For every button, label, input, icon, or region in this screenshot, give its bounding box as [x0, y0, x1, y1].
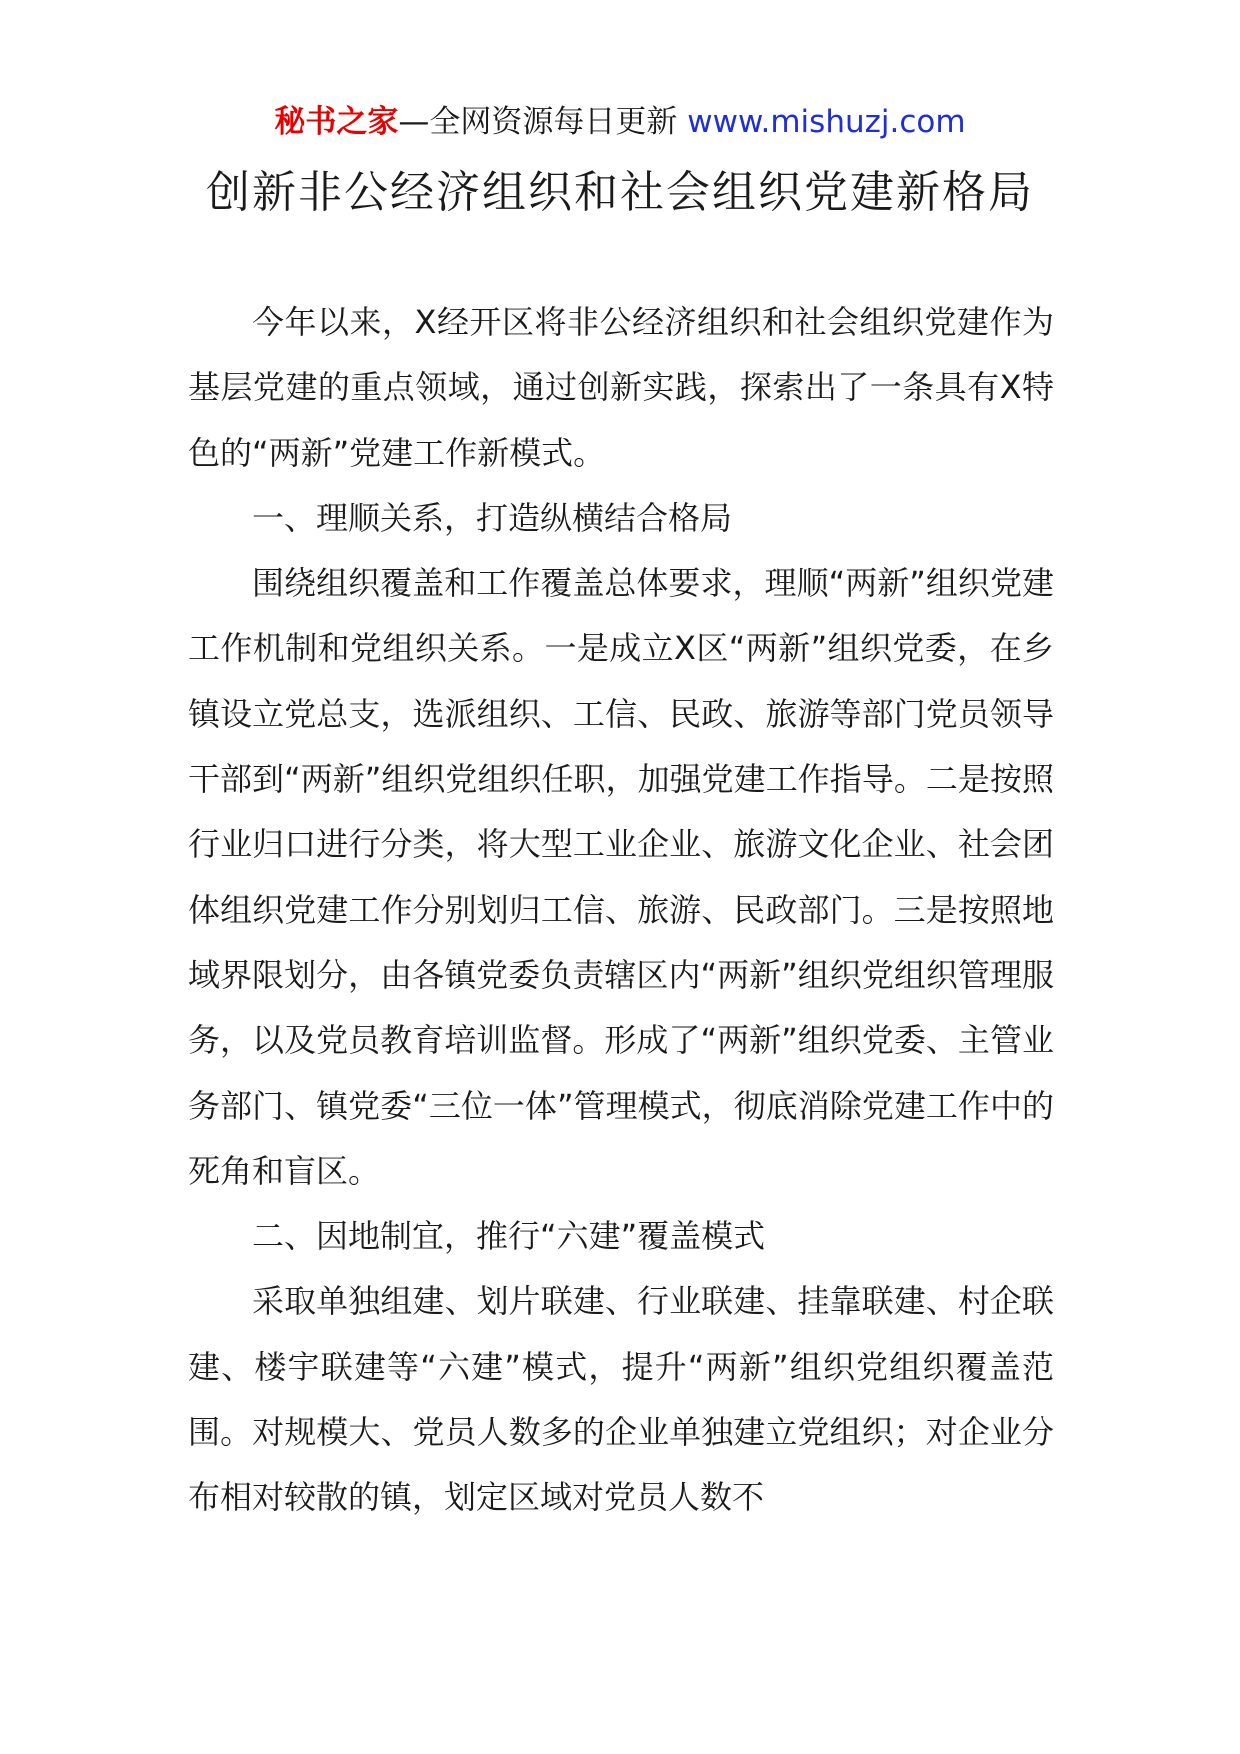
document-title: 创新非公经济组织和社会组织党建新格局 [206, 167, 1034, 218]
section-2-heading: 二、因地制宜，推行“六建”覆盖模式 [252, 1217, 766, 1256]
intro-paragraph: 今年以来，X经开区将非公经济组织和社会组织党建作为基层党建的重点领域，通过创新实践，探索出了一条具有X特色的“两新”党建工作新模式。 [188, 303, 1054, 472]
header-tagline: —全网资源每日更新 [398, 104, 678, 140]
section-1-heading: 一、理顺关系，打造纵横结合格局 [252, 498, 733, 537]
section-2-paragraph: 采取单独组建、划片联建、行业联建、挂靠联建、村企联建、楼宇联建等“六建”模式，提升“两新”组织党组织覆盖范围。对规模大、党员人数多的企业单独建立党组织；对企业分布相对较散的镇，划定区域对党员人数不 [188, 1282, 1054, 1517]
site-url-link[interactable]: www.mishuzj.com [687, 104, 966, 140]
header-banner [0, 100, 1240, 144]
document-body [188, 290, 1054, 1531]
brand-name: 秘书之家 [274, 104, 399, 140]
section-1-paragraph: 围绕组织覆盖和工作覆盖总体要求，理顺“两新”组织党建工作机制和党组织关系。一是成立X区“两新”组织党委，在乡镇设立党总支，选派组织、工信、民政、旅游等部门党员领导干部到“两新”组织党组织任职，加强党建工作指导。二是按照行业归口进行分类，将大型工业企业、旅游文化企业、社会团体组织党建工作分别划归工信、旅游、民政部门。三是按照地域界限划分，由各镇党委负责辖区内“两新”组织党组织管理服务，以及党员教育培训监督。形成了“两新”组织党委、主管业务部门、镇党委“三位一体”管理模式，彻底消除党建工作中的死角和盲区。 [188, 564, 1054, 1190]
